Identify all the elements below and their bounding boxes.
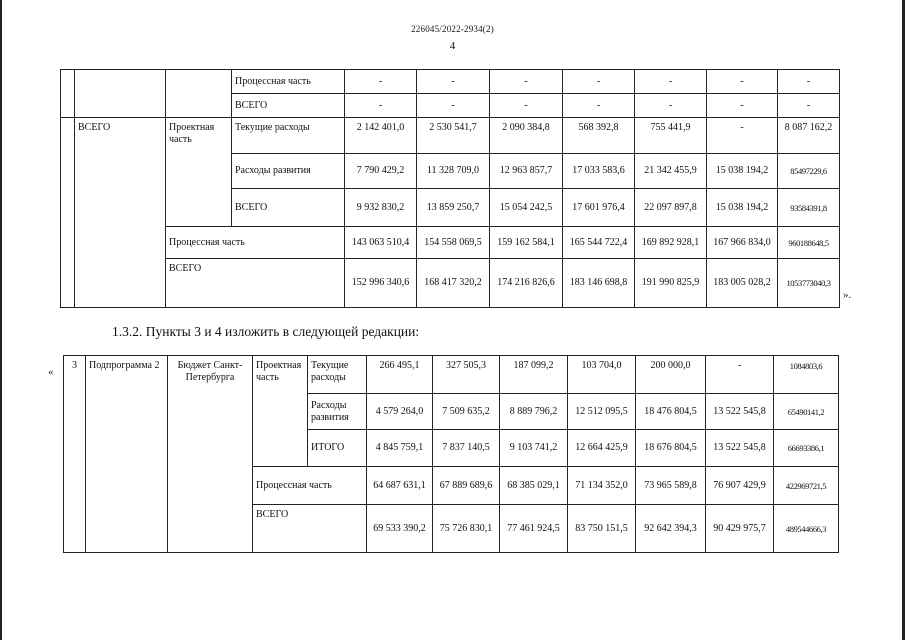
cell-value: 69 533 390,2 [367,505,433,553]
cell-value: - [778,70,840,94]
cell-value: 13 859 250,7 [417,189,490,227]
cell-value: 489544666,3 [774,505,839,553]
cell-value: 76 907 429,9 [706,467,774,505]
cell-value: 11 328 709,0 [417,154,490,189]
cell-value: - [563,70,635,94]
cell-value: 187 099,2 [500,356,568,394]
cell-value: - [635,94,707,118]
cell-value: 83 750 151,5 [568,505,636,553]
row-label-process-part: Процессная часть [253,467,367,505]
row-label-process-part: Процессная часть [232,70,345,94]
row-label-project-part: Проектная часть [166,118,232,227]
cell-value: - [490,94,563,118]
cell-value: 17 601 976,4 [563,189,635,227]
row-label-subtotal: ИТОГО [308,430,367,467]
row-label-current-expenses: Текущие расходы [232,118,345,154]
row-label-process-part: Процессная часть [166,227,345,259]
cell-value: 8 087 162,2 [778,118,840,154]
cell-value: 4 579 264,0 [367,394,433,430]
row-label-development-expenses: Расходы развития [308,394,367,430]
cell-value: 93584391,8 [778,189,840,227]
cell-value: - [563,94,635,118]
cell-value: 64 687 631,1 [367,467,433,505]
row-label-total: ВСЕГО [166,259,345,308]
cell-value: 65490141,2 [774,394,839,430]
cell-value: 12 664 425,9 [568,430,636,467]
cell-value: - [778,94,840,118]
cell-value: 568 392,8 [563,118,635,154]
gutter-cell [61,118,75,308]
cell-value: - [417,70,490,94]
cell-value: - [345,94,417,118]
cell-value: 68 385 029,1 [500,467,568,505]
cell-value: 960188648,5 [778,227,840,259]
cell-value: - [635,70,707,94]
cell-value: - [707,70,778,94]
row-label-total: ВСЕГО [232,94,345,118]
cell-value: 90 429 975,7 [706,505,774,553]
cell-value: 159 162 584,1 [490,227,563,259]
cell-value: 152 996 340,6 [345,259,417,308]
budget-table-continuation [60,69,840,308]
cell-value: 327 505,3 [433,356,500,394]
row-label-grand-total: ВСЕГО [75,118,166,308]
cell-value: 15 038 194,2 [707,154,778,189]
cell-value: 169 892 928,1 [635,227,707,259]
cell-value: 167 966 834,0 [707,227,778,259]
cell-value: 7 790 429,2 [345,154,417,189]
row-label-development-expenses: Расходы развития [232,154,345,189]
cell-value: - [345,70,417,94]
cell-value: - [490,70,563,94]
cell-value: 18 476 804,5 [636,394,706,430]
cell-value: 22 097 897,8 [635,189,707,227]
row-label-project-total: ВСЕГО [232,189,345,227]
cell-value: 154 558 069,5 [417,227,490,259]
cell-value: 2 142 401,0 [345,118,417,154]
cell-value: 183 146 698,8 [563,259,635,308]
subprogram-name: Подпрограмма 2 [86,356,168,553]
cell-value: 7 509 635,2 [433,394,500,430]
budget-table-subprogram-2 [63,355,839,553]
cell-value: 77 461 924,5 [500,505,568,553]
cell-value: 15 038 194,2 [707,189,778,227]
cell-value: 17 033 583,6 [563,154,635,189]
row-label-total: ВСЕГО [253,505,367,553]
cell-value: 422969721,5 [774,467,839,505]
cell-value: 15 054 242,5 [490,189,563,227]
cell-value: 165 544 722,4 [563,227,635,259]
section-heading: 1.3.2. Пункты 3 и 4 изложить в следующей редакции: [112,324,420,339]
cell-value: 18 676 804,5 [636,430,706,467]
cell-value: 183 005 028,2 [707,259,778,308]
cell-value: 1053773040,3 [778,259,840,308]
cell-value: 67 889 689,6 [433,467,500,505]
cell-value: 174 216 826,6 [490,259,563,308]
cell-value: 2 530 541,7 [417,118,490,154]
cell-value: 75 726 830,1 [433,505,500,553]
cell-value: 2 090 384,8 [490,118,563,154]
cell-value: 71 134 352,0 [568,467,636,505]
cell-value: 1084803,6 [774,356,839,394]
cell-value: 92 642 394,3 [636,505,706,553]
cell-value: 266 495,1 [367,356,433,394]
cell-value: 13 522 545,8 [706,394,774,430]
cell-value: 9 103 741,2 [500,430,568,467]
closing-quote: ». [843,289,852,301]
document-id: 226045/2022-2934(2) [411,24,494,34]
cell-value: 143 063 510,4 [345,227,417,259]
cell-value: 66693386,1 [774,430,839,467]
blank-cell [75,70,166,118]
opening-quote: « [48,366,54,378]
cell-value: 12 963 857,7 [490,154,563,189]
cell-value: 12 512 095,5 [568,394,636,430]
blank-cell [166,70,232,118]
cell-value: 4 845 759,1 [367,430,433,467]
page-edge-left [0,0,2,640]
cell-value: - [707,118,778,154]
row-label-project-part: Проектная часть [253,356,308,467]
cell-value: 7 837 140,5 [433,430,500,467]
cell-value: 73 965 589,8 [636,467,706,505]
cell-value: 21 342 455,9 [635,154,707,189]
cell-value: 200 000,0 [636,356,706,394]
cell-value: - [707,94,778,118]
row-label-current-expenses: Текущие расходы [308,356,367,394]
cell-value: - [706,356,774,394]
cell-value: - [417,94,490,118]
cell-value: 9 932 830,2 [345,189,417,227]
cell-value: 13 522 545,8 [706,430,774,467]
cell-value: 191 990 825,9 [635,259,707,308]
item-number: 3 [64,356,86,553]
funding-source: Бюджет Санкт-Петербурга [168,356,253,553]
cell-value: 103 704,0 [568,356,636,394]
gutter-cell [61,70,75,118]
cell-value: 755 441,9 [635,118,707,154]
cell-value: 8 889 796,2 [500,394,568,430]
page-number: 4 [449,40,456,52]
cell-value: 85497229,6 [778,154,840,189]
cell-value: 168 417 320,2 [417,259,490,308]
